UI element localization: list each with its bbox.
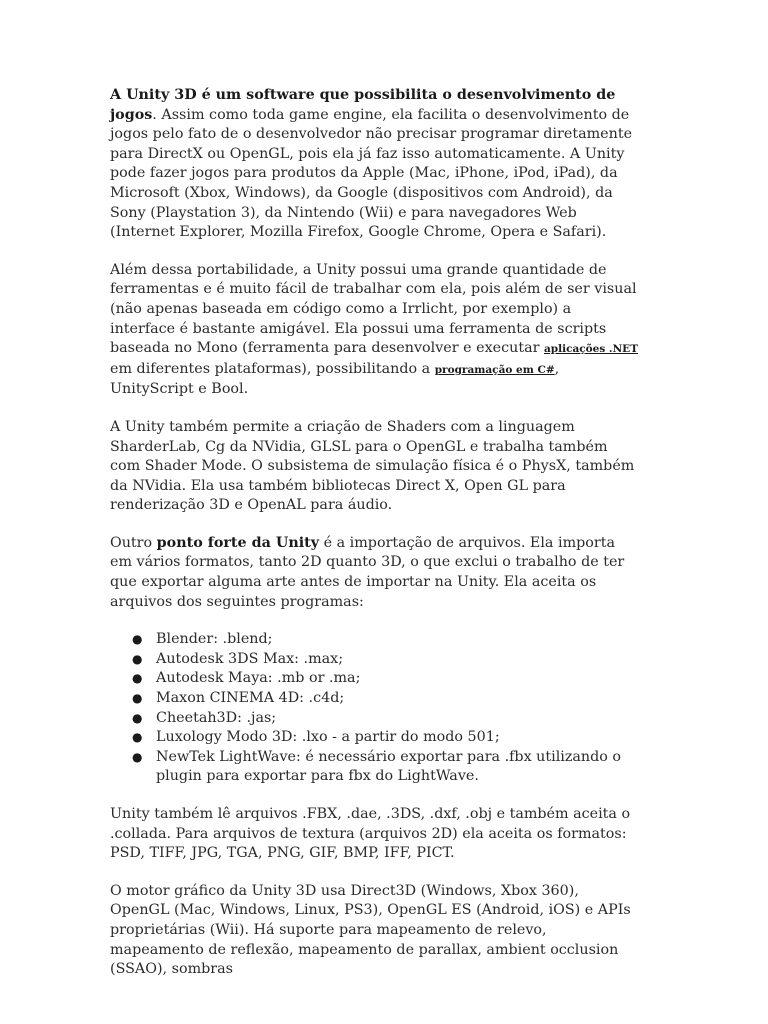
list-item-text: Autodesk 3DS Max: .max; xyxy=(156,650,344,667)
import-text-b: é a importação de arquivos. Ela importa em vários formatos, tanto 2D quanto 3D, o que exclui o trabalho de ter que exportar alguma arte antes de importar na Unity. Ela aceita os arquivos dos seguintes programas: xyxy=(110,534,625,610)
bullet-icon: ● xyxy=(132,730,143,745)
bullet-icon: ● xyxy=(132,671,143,686)
list-item xyxy=(132,630,640,650)
list-item-text: Autodesk Maya: .mb or .ma; xyxy=(156,670,361,687)
import-bold-text: ponto forte da Unity xyxy=(156,534,320,551)
list-item xyxy=(132,728,640,748)
list-item-text: Blender: .blend; xyxy=(156,631,273,648)
list-item xyxy=(132,689,640,709)
portability-text-a: Além dessa portabilidade, a Unity possui uma grande quantidade de ferramentas e é muito fácil de trabalhar com ela, pois além de ser visual (não apenas baseada em código como a Irrlicht, por exemplo) a interface é bastante amigável. Ela possui uma ferramenta de scripts baseada no Mono (ferramenta para desenvolver e executar xyxy=(110,261,637,357)
paragraph-graphics-engine: O motor gráfico da Unity 3D usa Direct3D (Windows, Xbox 360), OpenGL (Mac, Windows, Linux, PS3), OpenGL ES (Android, iOS) e APIs proprietárias (Wii). Há suporte para mapeamento de relevo, mapeamento de reflexão, mapeamento de parallax, ambient occlusion (SSAO), sombras xyxy=(110,882,631,978)
list-item xyxy=(132,709,640,729)
supported-programs-list xyxy=(110,630,640,787)
list-item xyxy=(132,669,640,689)
intro-bold-text: A Unity 3D é um software que possibilita o desenvolvimento de jogos xyxy=(110,87,616,123)
paragraph-portability xyxy=(110,261,640,400)
list-item-text: Cheetah3D: .jas; xyxy=(156,709,277,726)
list-item-text: Maxon CINEMA 4D: .c4d; xyxy=(156,690,345,707)
bullet-icon: ● xyxy=(132,691,143,706)
paragraph-file-formats: Unity também lê arquivos .FBX, .dae, .3DS, .dxf, .obj e também aceita o .collada. Para arquivos de textura (arquivos 2D) ela aceita os formatos: PSD, TIFF, JPG, TGA, PNG, GIF, BMP, IFF, PICT. xyxy=(110,806,631,862)
paragraph-import xyxy=(110,534,640,612)
bullet-icon: ● xyxy=(132,749,143,764)
bullet-icon: ● xyxy=(132,632,143,647)
link-programacao-csharp[interactable]: programação em C# xyxy=(434,363,555,376)
paragraph-shaders: A Unity também permite a criação de Shaders com a linguagem SharderLab, Cg da NVidia, GLSL para o OpenGL e trabalha também com Shader Mode. O subsistema de simulação física é o PhysX, também da NVidia. Ela usa também bibliotecas Direct X, Open GL para renderização 3D e OpenAL para áudio. xyxy=(110,418,635,514)
bullet-icon: ● xyxy=(132,710,143,725)
list-item-text: NewTek LightWave: é necessário exportar para .fbx utilizando o plugin para exportar para fbx do LightWave. xyxy=(156,748,622,785)
paragraph-intro xyxy=(110,86,640,243)
intro-text: . Assim como toda game engine, ela facilita o desenvolvimento de jogos pelo fato de o desenvolvedor não precisar programar diretamente para DirectX ou OpenGL, pois ela já faz isso automaticamente. A Unity pode fazer jogos para produtos da Apple (Mac, iPhone, iPod, iPad), da Microsoft (Xbox, Windows), da Google (dispositivos com Android), da Sony (Playstation 3), da Nintendo (Wii) e para navegadores Web (Internet Explorer, Mozilla Firefox, Google Chrome, Opera e Safari). xyxy=(110,106,633,241)
link-aplicacoes-net[interactable]: aplicações .NET xyxy=(543,343,639,356)
document-body xyxy=(110,86,640,998)
portability-text-b: em diferentes plataformas), possibilitando a xyxy=(110,360,435,377)
bullet-icon: ● xyxy=(132,651,143,666)
list-item-text: Luxology Modo 3D: .lxo - a partir do modo 501; xyxy=(156,729,500,746)
list-item xyxy=(132,650,640,670)
list-item xyxy=(132,748,640,787)
portability-text-c: , UnityScript e Bool. xyxy=(110,360,560,398)
import-text-a: Outro xyxy=(110,534,157,551)
